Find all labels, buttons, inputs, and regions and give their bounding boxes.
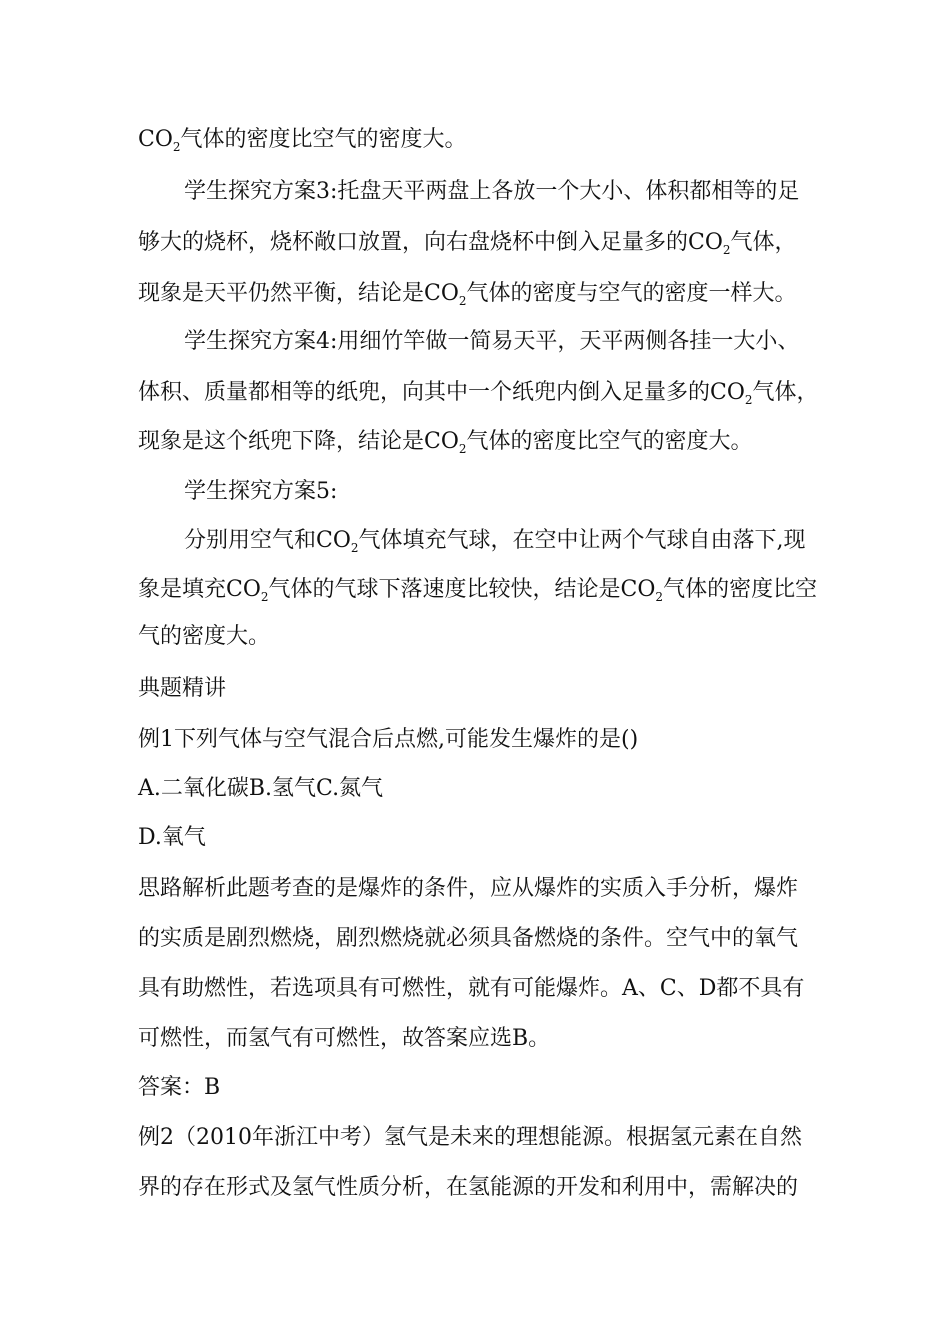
co2-subscript: 2 bbox=[458, 442, 467, 456]
co2-base: CO bbox=[710, 380, 745, 405]
line-text: 具有助燃性，若选项具有可燃性，就有可能爆炸。A、C、D都不具有 bbox=[138, 976, 805, 1001]
paragraph-line bbox=[138, 1173, 830, 1203]
line-text: 分别用空气和 bbox=[184, 528, 317, 553]
line-text: 气体的密度与空气的密度一样大。 bbox=[466, 281, 797, 306]
co2-subscript: 2 bbox=[722, 243, 731, 257]
question-line bbox=[138, 1123, 830, 1153]
line-text: 例1下列气体与空气混合后点燃,可能发生爆炸的是() bbox=[138, 727, 639, 752]
line-text: 例2（2010年浙江中考）氢气是未来的理想能源。根据氢元素在自然 bbox=[138, 1125, 802, 1150]
co2-subscript: 2 bbox=[458, 294, 467, 308]
co2-subscript: 2 bbox=[172, 140, 181, 154]
co2-base: CO bbox=[316, 528, 351, 553]
paragraph-line bbox=[138, 974, 830, 1004]
paragraph-line bbox=[138, 279, 830, 309]
co2-base: CO bbox=[424, 429, 459, 454]
paragraph-line bbox=[138, 874, 830, 904]
co2-subscript: 2 bbox=[655, 590, 664, 604]
co2-base: CO bbox=[226, 577, 261, 602]
line-text: 的实质是剧烈燃烧，剧烈燃烧就必须具备燃烧的条件。空气中的氧气 bbox=[138, 926, 799, 951]
options-line bbox=[138, 774, 830, 804]
co2-formula bbox=[424, 429, 467, 454]
paragraph-line bbox=[138, 575, 830, 605]
co2-subscript: 2 bbox=[350, 541, 359, 555]
section-heading bbox=[138, 674, 830, 704]
line-text: D.氧气 bbox=[138, 825, 206, 850]
line-text: 气体的密度比空 bbox=[663, 577, 818, 602]
paragraph-line bbox=[184, 526, 830, 556]
co2-subscript: 2 bbox=[260, 590, 269, 604]
co2-formula bbox=[316, 528, 359, 553]
line-text: 学生探究方案3:托盘天平两盘上各放一个大小、体积都相等的足 bbox=[184, 179, 800, 204]
line-text: 气体的密度比空气的密度大。 bbox=[466, 429, 753, 454]
co2-formula bbox=[688, 230, 731, 255]
line-text: 学生探究方案4:用细竹竿做一简易天平，天平两侧各挂一大小、 bbox=[184, 329, 800, 354]
co2-base: CO bbox=[424, 281, 459, 306]
paragraph-line bbox=[138, 1024, 830, 1054]
co2-base: CO bbox=[688, 230, 723, 255]
options-line bbox=[138, 823, 830, 853]
line-text: 答案：B bbox=[138, 1075, 221, 1100]
line-text: 象是填充 bbox=[138, 577, 227, 602]
paragraph-line bbox=[184, 477, 830, 507]
line-text: 气体， bbox=[730, 230, 797, 255]
line-text: 够大的烧杯，烧杯敞口放置，向右盘烧杯中倒入足量多的 bbox=[138, 230, 689, 255]
paragraph-line bbox=[138, 228, 830, 258]
paragraph-line bbox=[138, 924, 830, 954]
question-line bbox=[138, 725, 830, 755]
line-text: 现象是这个纸兜下降，结论是 bbox=[138, 429, 425, 454]
co2-formula bbox=[710, 380, 753, 405]
paragraph-line bbox=[138, 427, 830, 457]
co2-subscript: 2 bbox=[744, 393, 753, 407]
line-text: 思路解析此题考查的是爆炸的条件，应从爆炸的实质入手分析，爆炸 bbox=[138, 876, 799, 901]
paragraph-line bbox=[138, 125, 830, 155]
co2-base: CO bbox=[138, 127, 173, 152]
paragraph-line bbox=[138, 622, 830, 652]
line-text: 界的存在形式及氢气性质分析，在氢能源的开发和利用中，需解决的 bbox=[138, 1175, 799, 1200]
line-text: 典题精讲 bbox=[138, 676, 227, 701]
line-text: 体积、质量都相等的纸兜，向其中一个纸兜内倒入足量多的 bbox=[138, 380, 711, 405]
co2-formula bbox=[226, 577, 269, 602]
co2-base: CO bbox=[620, 577, 656, 602]
line-text: 可燃性，而氢气有可燃性，故答案应选B。 bbox=[138, 1026, 551, 1051]
line-text: 气体， bbox=[752, 380, 819, 405]
answer-line bbox=[138, 1073, 830, 1103]
paragraph-line bbox=[184, 177, 830, 207]
co2-formula bbox=[138, 127, 181, 152]
paragraph-line bbox=[184, 327, 830, 357]
line-text: A.二氧化碳B.氢气C.氮气 bbox=[138, 776, 384, 801]
co2-formula bbox=[621, 577, 664, 602]
paragraph-line bbox=[138, 378, 830, 408]
line-text: 气的密度大。 bbox=[138, 624, 271, 649]
line-text: 现象是天平仍然平衡，结论是 bbox=[138, 281, 425, 306]
line-text: 气体的气球下落速度比较快，结论是 bbox=[268, 577, 621, 602]
line-text: 气体的密度比空气的密度大。 bbox=[180, 127, 467, 152]
co2-formula bbox=[424, 281, 467, 306]
line-text: 学生探究方案5: bbox=[184, 479, 338, 504]
line-text: 气体填充气球，在空中让两个气球自由落下,现 bbox=[358, 528, 806, 553]
